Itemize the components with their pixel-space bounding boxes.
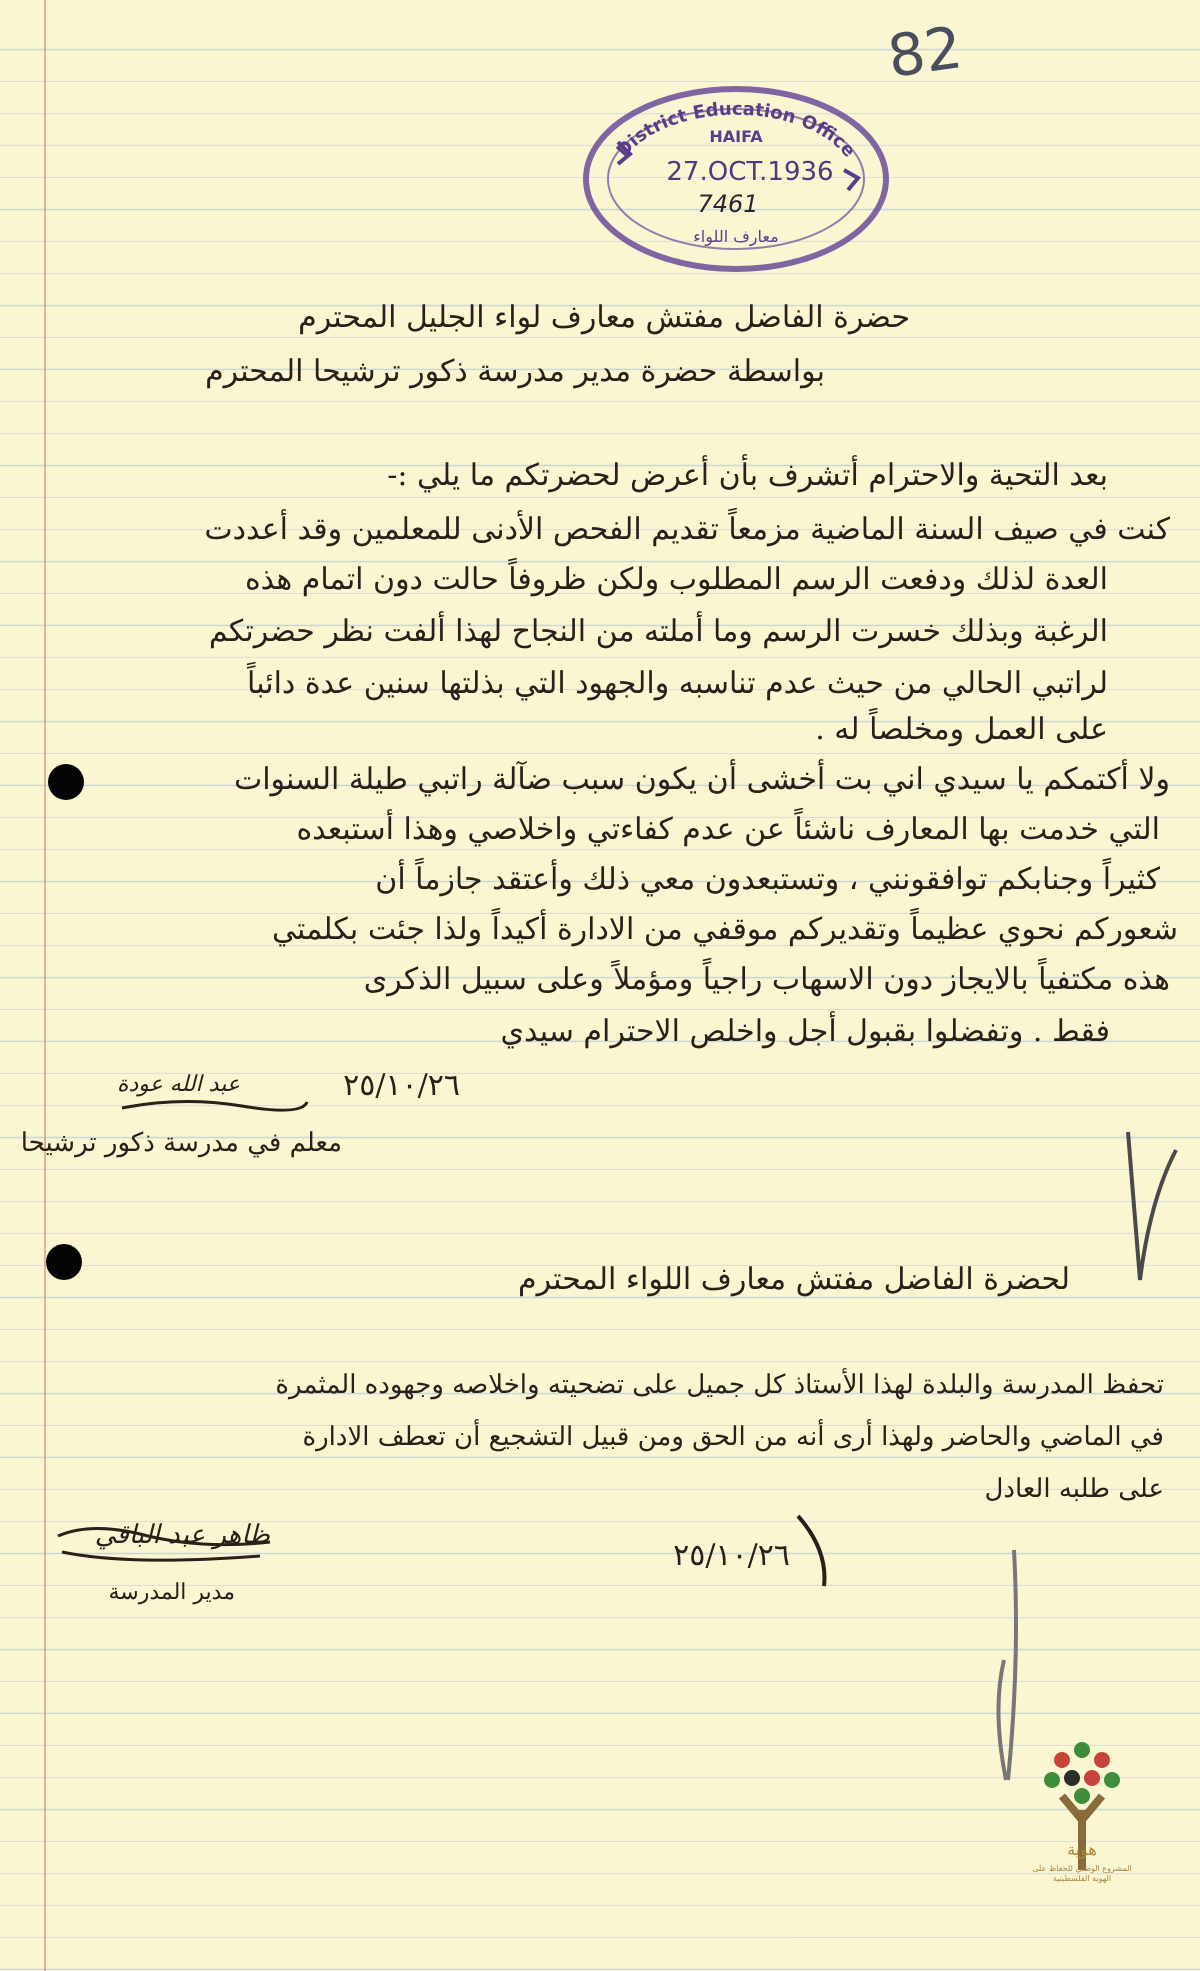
teacher-title: معلم في مدرسة ذكور ترشيحا: [20, 1128, 342, 1158]
punch-hole: [48, 764, 84, 800]
letter-date: ٢٥/١٠/٢٦: [343, 1068, 460, 1103]
body-line: لراتبي الحالي من حيث عدم تناسبه والجهود التي بذلتها سنين عدة دائباً: [247, 666, 1108, 701]
punch-hole: [46, 1244, 82, 1280]
body-line: كثيراً وجنابكم توافقونني ، وتستبعدون معي ذلك وأعتقد جازماً أن: [375, 862, 1160, 897]
margin-check-mark: [1120, 1120, 1180, 1290]
logo-name: هوية: [1067, 1840, 1097, 1859]
body-line: الرغبة وبذلك خسرت الرسم وما أملته من النجاح لهذا ألفت نظر حضرتكم: [208, 614, 1108, 649]
body-line: بعد التحية والاحترام أتشرف بأن أعرض لحضرتكم ما يلي :-: [387, 458, 1108, 493]
endorsement-line: على طلبه العادل: [984, 1474, 1164, 1504]
stamp-arabic-text: معارف اللواء: [693, 227, 779, 246]
body-line: شعوركم نحوي عظيماً وتقديركم موقفي من الادارة أكيداً ولذا جئت بكلمتي: [272, 912, 1178, 947]
principal-signature: ظاهر عبد الباقي: [94, 1520, 270, 1550]
endorsement-line: تحفظ المدرسة والبلدة لهذا الأستاذ كل جميل على تضحيته واخلاصه وجهوده المثمرة: [275, 1370, 1164, 1400]
body-line: هذه مكتفياً بالايجاز دون الاسهاب راجياً ومؤملاً وعلى سبيل الذكرى: [363, 962, 1170, 997]
signature-flourish: [112, 1088, 312, 1128]
body-line: ولا أكتمكم يا سيدي اني بت أخشى أن يكون سبب ضآلة راتبي طيلة السنوات: [233, 762, 1170, 797]
page-number: 82: [883, 13, 967, 91]
endorsement-line: في الماضي والحاضر ولهذا أرى أنه من الحق ومن قبيل التشجيع أن تعطف الادارة: [302, 1422, 1164, 1452]
body-line: على العمل ومخلصاً له .: [815, 712, 1108, 747]
body-line: فقط . وتفضلوا بقبول أجل واخلص الاحترام سيدي: [500, 1014, 1110, 1049]
stamp-top-text: District Education Office: [612, 98, 860, 162]
stamp-city: HAIFA: [709, 127, 763, 146]
stamp-number: 7461: [697, 190, 759, 218]
teacher-signature: عبد الله عودة: [116, 1072, 240, 1097]
principal-title: مدير المدرسة: [108, 1580, 235, 1605]
principal-signature-flourish: [50, 1516, 280, 1572]
logo-subtitle: المشروع الوطني للحفاظ على الهوية الفلسطينية: [1032, 1864, 1132, 1883]
salutation-line-2: بواسطة حضرة مدير مدرسة ذكور ترشيحا المحترم: [205, 354, 825, 389]
stamp-date: 27.OCT.1936: [666, 157, 834, 187]
office-stamp: [578, 82, 894, 276]
endorsement-date: ٢٥/١٠/٢٦: [673, 1538, 790, 1573]
salutation-line-1: حضرة الفاضل مفتش معارف لواء الجليل المحترم: [298, 300, 910, 335]
stamp-right-mark: [844, 170, 858, 190]
body-line: كنت في صيف السنة الماضية مزمعاً تقديم الفحص الأدنى للمعلمين وقد أعددت: [204, 512, 1170, 547]
body-line: التي خدمت بها المعارف ناشئاً عن عدم كفاءتي واخلاصي وهذا أستبعده: [296, 812, 1160, 847]
body-line: العدة لذلك ودفعت الرسم المطلوب ولكن ظروفاً حالت دون اتمام هذه: [244, 562, 1108, 597]
endorsement-bracket: [790, 1510, 840, 1590]
endorsement-salutation: لحضرة الفاضل مفتش معارف اللواء المحترم: [518, 1262, 1070, 1297]
